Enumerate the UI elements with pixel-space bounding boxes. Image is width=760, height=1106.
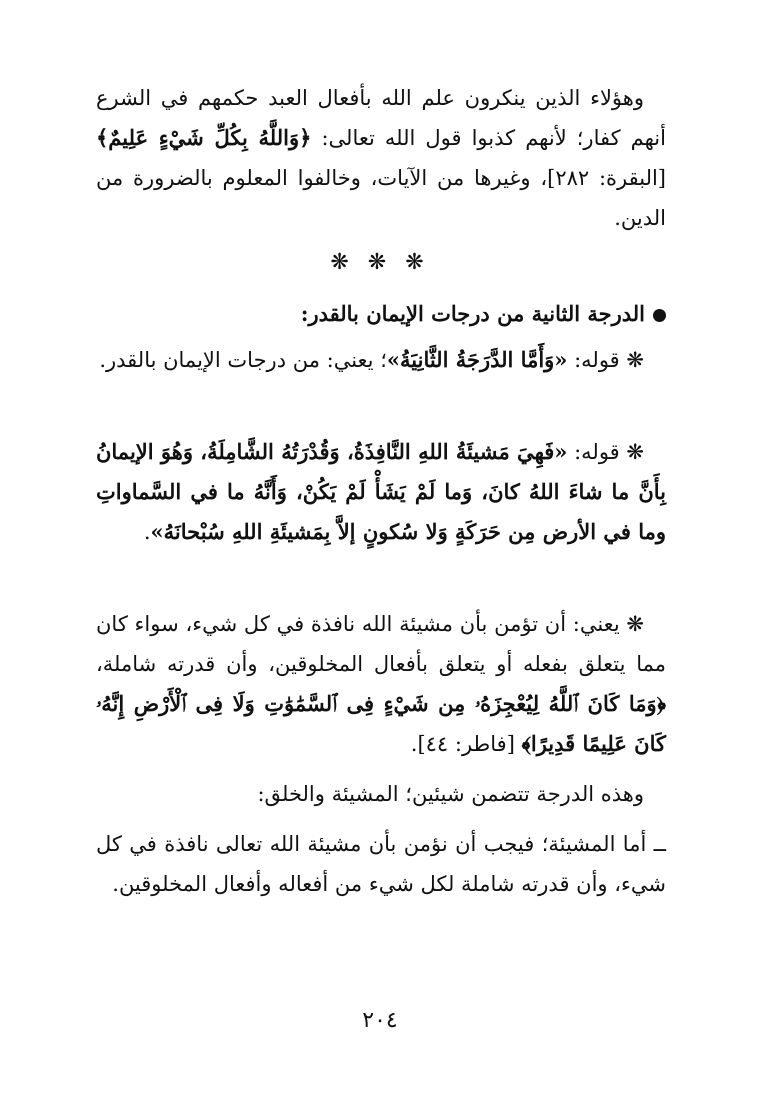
paragraph-text: [فاطر: ٤٤]. bbox=[410, 732, 522, 756]
heading-text: الدرجة الثانية من درجات الإيمان بالقدر: bbox=[300, 301, 645, 326]
paragraph-text: . bbox=[143, 520, 151, 544]
text-quote: «فَهِيَ مَشيئَةُ اللهِ النَّافِذَةُ، وَقُدْرَتُهُ الشَّامِلَةُ، وَهُوَ الإيمانُ بِأَنَّ ما شاءَ اللهُ كانَ، وَما لَمْ يَشَأْ لَمْ يَكُنْ، وَأَنَّهُ ما في السَّماواتِ وما في الأرض مِن حَرَكَةٍ وَلا سُكونٍ إلاَّ بِمَشيئَةِ اللهِ سُبْحانَهُ» bbox=[95, 439, 666, 544]
bullet-icon bbox=[653, 309, 666, 322]
paragraph-text: ❋ يعني: أن تؤمن بأن مشيئة الله نافذة في كل شيء، سواء كان مما يتعلق بفعله أو يتعلق بأفعال المخلوقين، وأن قدرته شاملة، bbox=[96, 612, 666, 676]
paragraph-deniers bbox=[96, 78, 666, 238]
quran-verse: ﴿وَاللَّهُ بِكُلِّ شَيْءٍ عَلِيمٌ﴾ bbox=[96, 125, 312, 150]
section-divider: ❋ ❋ ❋ bbox=[330, 250, 430, 275]
text-quote: «وَأَمَّا الدَّرَجَةُ الثَّانِيَةُ» bbox=[386, 347, 568, 372]
paragraph-will: ــ أما المشيئة؛ فيجب أن نؤمن بأن مشيئة الله تعالى نافذة في كل شيء، وأن قدرته شاملة لكل شيء من أفعاله وأفعال المخلوقين. bbox=[96, 832, 666, 896]
paragraph-lead: ❋ قوله: bbox=[567, 440, 644, 464]
paragraph-text: وهؤلاء الذين ينكرون علم الله بأفعال العبد حكمهم في الشرع أنهم كفار؛ لأنهم كذبوا قول الله تعالى: bbox=[96, 86, 666, 150]
paragraph-meaning bbox=[96, 604, 666, 764]
paragraph-text: [البقرة: ٢٨٢]، وغيرها من الآيات، وخالفوا المعلوم بالضرورة من الدين. bbox=[96, 166, 666, 230]
section-heading bbox=[96, 296, 666, 332]
paragraph-second-degree bbox=[96, 340, 666, 380]
paragraph-will-and-power bbox=[96, 432, 666, 552]
paragraph-text: ؛ يعني: من درجات الإيمان بالقدر. bbox=[99, 348, 387, 372]
page-number: ٢٠٤ bbox=[362, 1008, 398, 1033]
paragraph-lead: ❋ قوله: bbox=[567, 348, 644, 372]
quran-verse: ﴿وَمَا كَانَ ٱللَّهُ لِيُعْجِزَهُۥ مِن شَيْءٍ فِى ٱلسَّمَٰوَٰتِ وَلَا فِى ٱلْأَرْضِ إِنَّهُۥ كَانَ عَلِيمًا قَدِيرًا﴾ bbox=[96, 691, 666, 756]
paragraph-two-things: وهذه الدرجة تتضمن شيئين؛ المشيئة والخلق: bbox=[257, 782, 644, 806]
